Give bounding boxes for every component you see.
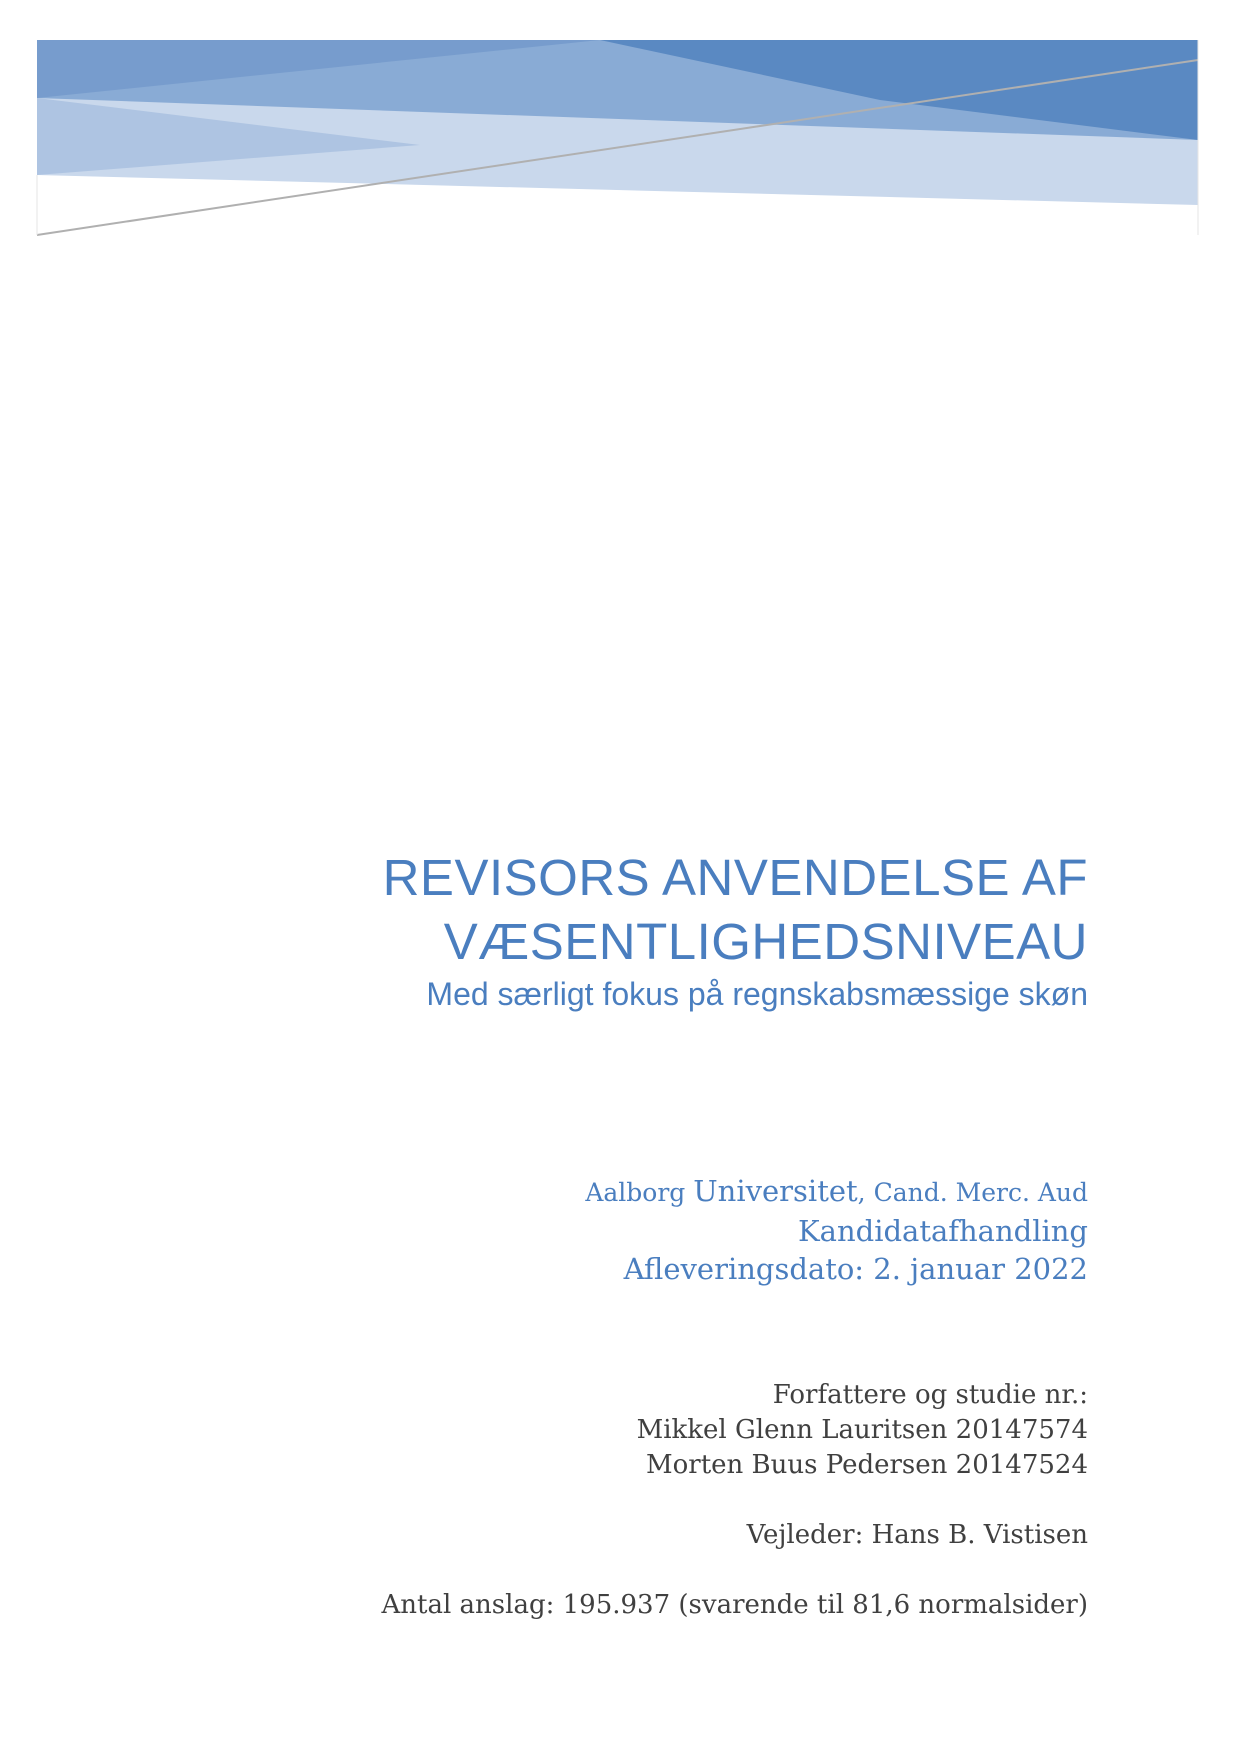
subtitle: Med særligt fokus på regnskabsmæssige skøn [426, 976, 1088, 1012]
char-count: Antal anslag: 195.937 (svarende til 81,6 normalsider) [381, 1590, 1088, 1620]
author-name: Mikkel Glenn Lauritsen 20147574 [636, 1415, 1088, 1445]
institution-university: Universitet [693, 1174, 858, 1208]
supervisor: Vejleder: Hans B. Vistisen [746, 1520, 1088, 1550]
authors-heading: Forfattere og studie nr.: [772, 1380, 1088, 1410]
submission-date: Afleveringsdato: 2. januar 2022 [623, 1252, 1088, 1286]
institution-program: , Cand. Merc. Aud [857, 1178, 1088, 1207]
title-line-2: VÆSENTLIGHEDSNIVEAU [443, 913, 1088, 970]
title-line-1: REVISORS ANVENDELSE AF [382, 849, 1088, 906]
header-banner [0, 0, 1241, 260]
institution-line [188, 1172, 1088, 1212]
authors-block [188, 1378, 1088, 1623]
author-name: Morten Buus Pedersen 20147524 [646, 1450, 1088, 1480]
institution-prefix: Aalborg [585, 1178, 694, 1207]
title-block [188, 846, 1088, 1014]
institution-block [188, 1172, 1088, 1288]
thesis-type: Kandidatafhandling [798, 1214, 1088, 1248]
